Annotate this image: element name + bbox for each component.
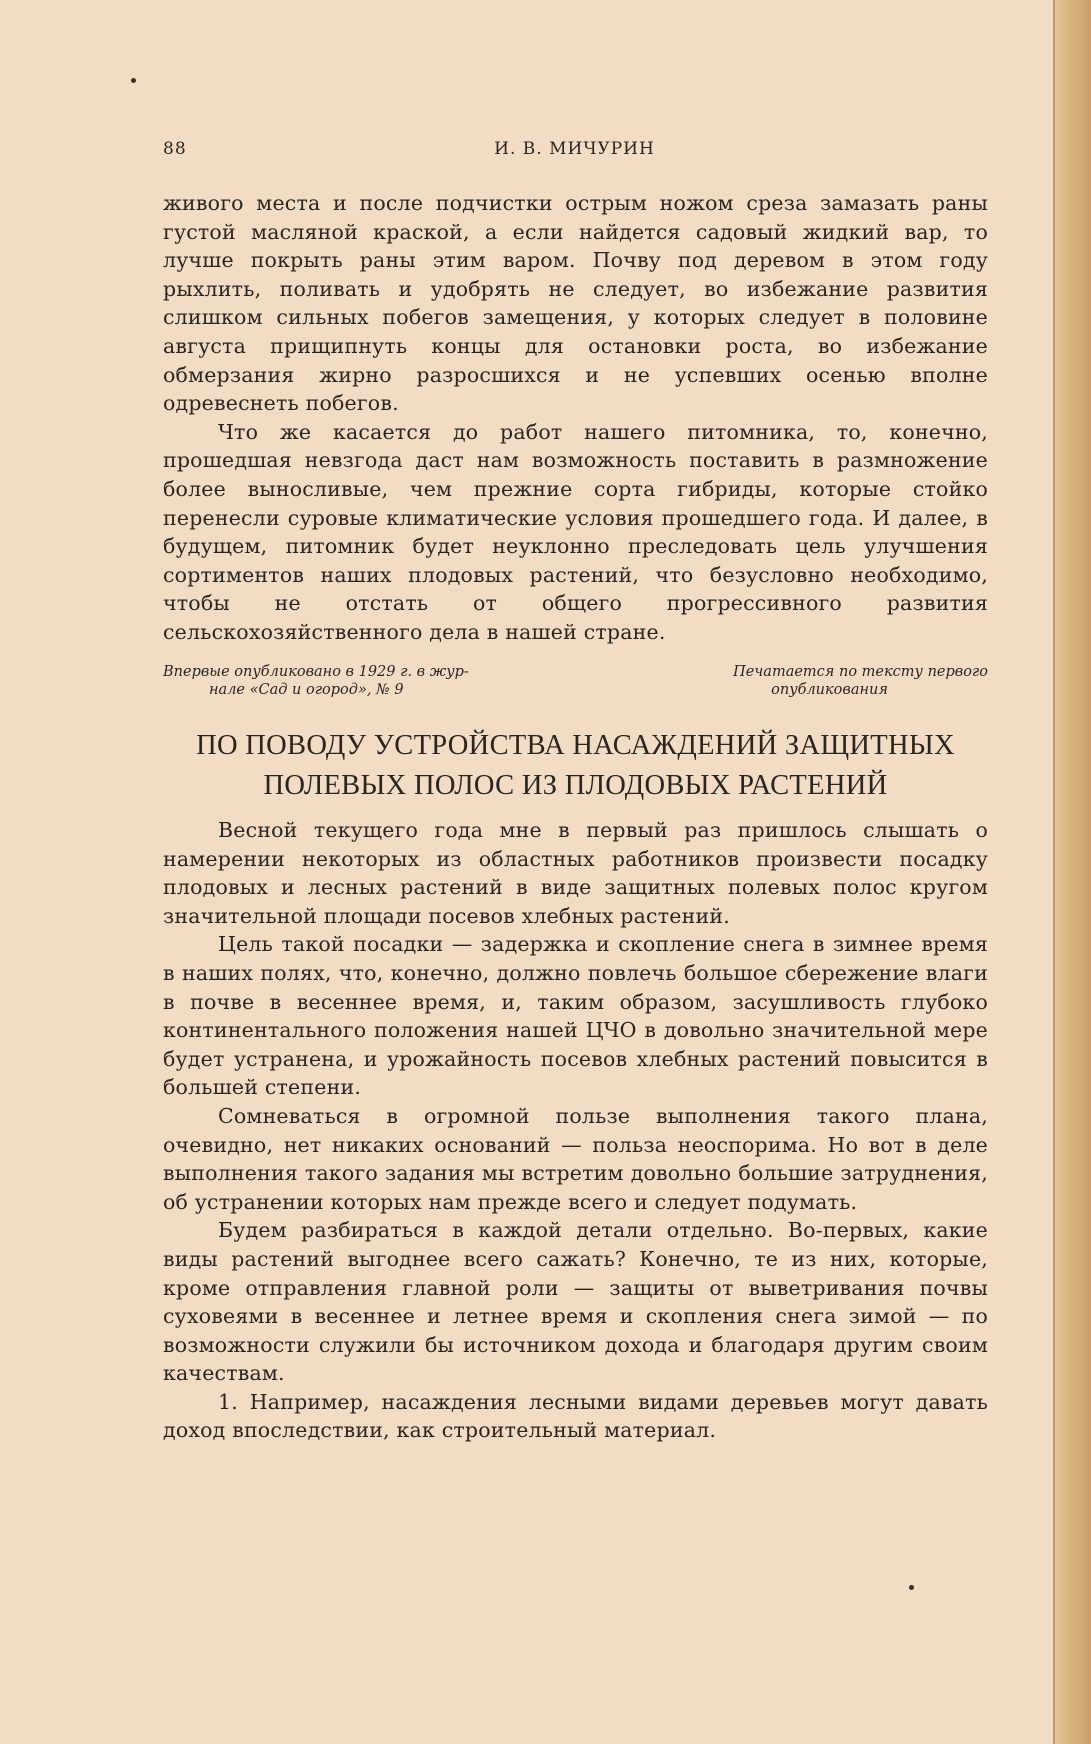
printed-from-note <box>620 663 988 699</box>
note-line: Впервые опубликовано в 1929 г. в жур- <box>163 664 469 680</box>
paragraph: Весной текущего года мне в первый раз пришлось слышать о намерении некоторых из областных работников произвести посадку плодовых и лесных растений в виде защитных полевых полос кругом значительной площади посевов хлебных растений. <box>163 818 988 928</box>
continuation-text <box>163 189 988 647</box>
paragraph: Сомневаться в огромной пользе выполнения такого плана, очевидно, нет никаких оснований — польза неоспорима. Но вот в деле выполнения такого задания мы встретим довольно большие затруднения, об устранении которых нам прежде всего и следует подумать. <box>163 1103 988 1214</box>
title-line: ПО ПОВОДУ УСТРОЙСТВА НАСАЖДЕНИЙ ЗАЩИТНЫХ <box>196 730 955 761</box>
page-number: 88 <box>163 139 187 159</box>
page-edge <box>1055 0 1091 1744</box>
paragraph: 1. Например, насаждения лесными видами деревьев могут давать доход впоследствии, как строительный материал. <box>163 1389 988 1443</box>
paragraph: Цель такой посадки — задержка и скопление снега в зимнее время в наших полях, что, конечно, должно повлечь большое сбережение влаги в почве в весеннее время, и, таким образом, засушливость глубоко континентального положения нашей ЦЧО в довольно значительной мере будет устранена, и урожайность посевов хлебных растений повысится в большей степени. <box>163 932 988 1100</box>
paragraph: Будем разбираться в каждой детали отдельно. Во-первых, какие виды растений выгоднее всего сажать? Конечно, те из них, которые, кроме отправления главной роли — защиты от выветривания почвы суховеями в весеннее и летнее время и скопления снега зимой — по возможности служили бы источником дохода и благодаря другим своим качествам. <box>163 1218 988 1386</box>
speck-mark <box>909 1585 914 1590</box>
note-line: опубликования <box>771 682 888 698</box>
paragraph: Что же касается до работ нашего питомника, то, конечно, прошедшая невзгода даст нам возможность поставить в размножение более выносливые, чем прежние сорта гибриды, которые стойко перенесли суровые климатические условия прошедшего года. И далее, в будущем, питомник будет неуклонно преследовать цель улучшения сортиментов наших плодовых растений, что безусловно необходимо, чтобы не отстать от общего прогрессивного развития сельскохозяйственного дела в нашей стране. <box>163 419 988 644</box>
title-line: ПОЛЕВЫХ ПОЛОС ИЗ ПЛОДОВЫХ РАСТЕНИЙ <box>263 770 888 801</box>
first-published-note <box>163 663 583 699</box>
paragraph: живого места и после подчистки острым ножом среза замазать раны густой масляной краской, а если найдется садовый жидкий вар, то лучше покрыть раны этим варом. Почву под деревом в этом году рыхлить, поливать и удобрять не следует, во избежание развития слишком сильных побегов замещения, у которых следует в половине августа прищипнуть концы для остановки роста, во избежание обмерзания жирно разросшихся и не успевших осенью вполне одревеснеть побегов. <box>163 191 988 416</box>
speck-mark <box>131 78 136 83</box>
running-head-author: И. В. МИЧУРИН <box>494 139 655 159</box>
note-line: Печатается по тексту первого <box>733 664 988 680</box>
article-body <box>163 816 988 1445</box>
note-line: нале «Сад и огород», № 9 <box>209 682 404 698</box>
running-head <box>163 139 986 163</box>
article-title <box>163 726 988 806</box>
